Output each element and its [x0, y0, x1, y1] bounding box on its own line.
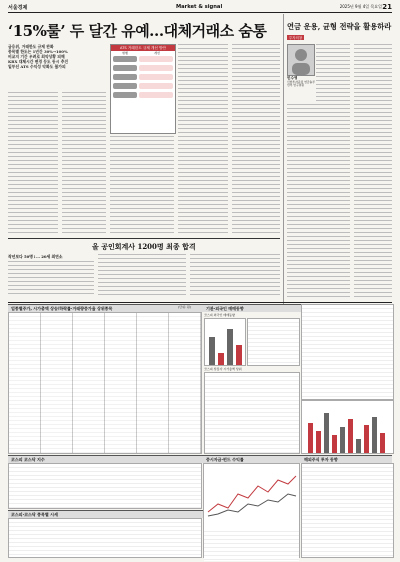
- section-title: Market & signal: [176, 4, 223, 10]
- paper-name: 서울경제: [8, 5, 28, 11]
- foreign-chart-title: 코스피 외국인 매매동향: [204, 313, 235, 317]
- box-col-current: 현행: [122, 51, 128, 55]
- side-body-col2: [354, 44, 392, 300]
- issue-date: 2025년 9월 4일 목요일: [339, 4, 382, 9]
- kicker-line: 일부선 ATS 수익성 악화도 불가피: [8, 64, 66, 69]
- fund-flow-chart: [203, 463, 300, 558]
- page-header: [8, 4, 392, 13]
- box-col-change: 개선: [154, 51, 160, 55]
- main-headline: ‘15%룰’ 두 달간 유예…대체거래소 숨통: [8, 22, 267, 40]
- writer-photo: [287, 44, 315, 76]
- kospi-cap-title: 코스피 상장사 시가총액 상위: [204, 367, 242, 371]
- column-divider: [283, 14, 284, 304]
- article-body-col4: [232, 44, 280, 234]
- right-top-title: 기관·외국인 매매동향: [203, 304, 301, 312]
- writer-name: 민수영: [287, 76, 298, 80]
- sub-body-col1: [8, 261, 94, 297]
- kospi-cap-table: [204, 372, 300, 454]
- stock-quote-table: [8, 518, 202, 558]
- foreign-trade-chart: [204, 318, 246, 366]
- side-headline: 연금 운용, 균형 전략을 활용하라: [287, 22, 392, 31]
- side-body-col1: [287, 104, 350, 300]
- article-body-under-box: [110, 136, 174, 235]
- overseas-title: 해외주식 투자 동향: [301, 455, 392, 463]
- side-body-col1a: [316, 44, 350, 104]
- sub-article: [8, 238, 280, 239]
- kicker-line: 금융위, 거래한도 규제 완화: [8, 44, 54, 49]
- investor-table: [247, 318, 300, 366]
- sub-headline: 올 공인회계사 1200명 최종 합격: [92, 242, 196, 251]
- article-body-col3: [178, 44, 228, 234]
- stock-table-left: [8, 312, 202, 454]
- article-body-col2: [62, 92, 106, 235]
- kicker-line: 비교지 기간 우려로 최악상황 피해: [8, 54, 65, 59]
- index-table: [8, 463, 202, 509]
- side-label: 투자의창: [289, 36, 303, 40]
- sub-body-col2: [98, 254, 186, 297]
- left-table-title: 업종별주가, 시가총액 상승/하락률·거래량증가율 상위종목: [8, 304, 203, 312]
- article-body-col1: [8, 92, 58, 235]
- sub-subhead: 작년보다 50명↓… 20세 최연소: [8, 254, 63, 259]
- bottom-left-title: 코스피 코스닥 지수: [8, 455, 203, 463]
- kicker-line: KRX 대체시간 변경 등도 동시 추진: [8, 59, 69, 64]
- page-number: 21: [382, 3, 392, 11]
- left-table-unit: (단위: 원): [178, 305, 191, 309]
- right-stats-table: [301, 304, 394, 400]
- bottom-mid-title: 코스피·코스닥 종목별 시세: [8, 510, 203, 518]
- bottom-right-title: 증시자금·펀드 수익률: [203, 455, 301, 463]
- overseas-table: [301, 463, 394, 558]
- right-bar-chart: [301, 400, 394, 454]
- kicker-line: 종목별 한도는 1년간 30%→100%: [8, 49, 68, 54]
- market-section-rule: [8, 302, 392, 303]
- sub-body-col3: [190, 254, 280, 297]
- box-title: ATS 거래한도 규제 개선 방안: [111, 45, 175, 51]
- writer-title: 신한투자증권 연금솔루션부 연구위원: [287, 80, 315, 88]
- ats-regulation-box: [110, 44, 176, 134]
